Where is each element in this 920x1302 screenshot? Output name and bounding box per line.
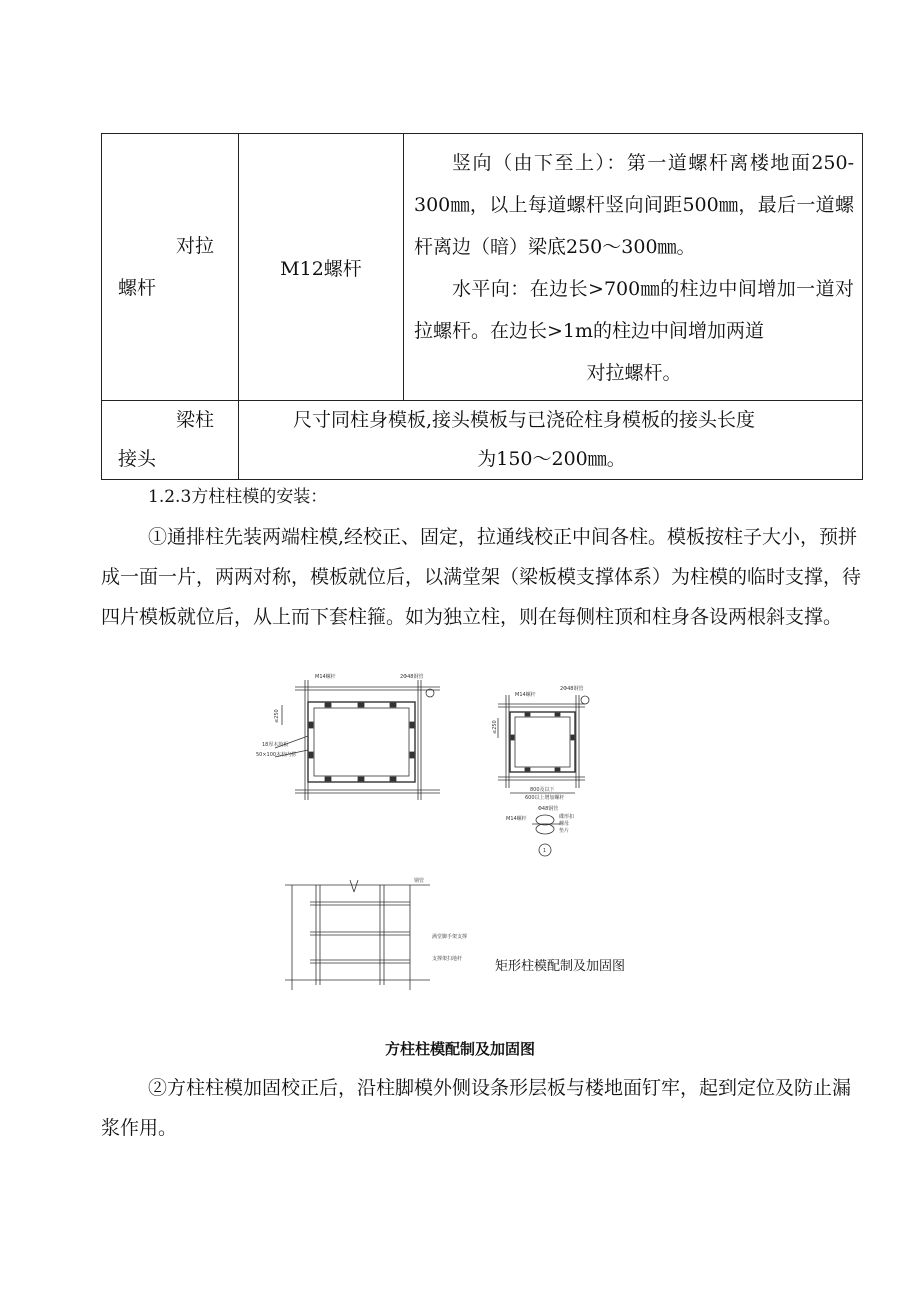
label-spacing-b: ≤250	[492, 720, 498, 734]
plan-view-small	[498, 695, 589, 793]
label-bolt-a: M14螺杆	[315, 674, 336, 680]
label-detail-no: 1	[543, 848, 547, 854]
label-spacing-a: ≤250	[274, 709, 280, 723]
description-para: 为150～200㎜。	[477, 448, 626, 470]
description-cell	[404, 134, 863, 401]
label-detail-pipe: Φ48钢管	[538, 806, 559, 812]
table-row	[102, 134, 863, 401]
row-label-line2: 接头	[118, 448, 157, 470]
description-para: 对拉螺杆。	[586, 362, 682, 384]
row-label-line1: 对拉	[176, 235, 215, 257]
body-paragraph: ①通排柱先装两端柱模,经校正、固定，拉通线校正中间各柱。模板按柱子大小，预拼成一面一片，两两对称，模板就位后，以满堂架（梁板模支撑体系）为柱模的临时支撑，待四片模板就位后，从上而下套柱箍。如为独立柱，则在每侧柱顶和柱身各设两根斜支撑。	[101, 526, 862, 628]
label-pipe-b: 2Φ48钢管	[560, 686, 584, 692]
figure-inner-caption: 矩形柱模配制及加固图	[495, 959, 626, 974]
table-row	[102, 401, 863, 480]
material-cell	[239, 134, 404, 401]
figure-caption: 方柱柱模配制及加固图	[384, 1041, 535, 1058]
elevation-view	[285, 880, 430, 990]
plan-view-large	[275, 680, 440, 800]
label-dim-note1: 800及以下	[530, 787, 555, 793]
label-detail-n1: 碟形扣	[559, 814, 575, 820]
spec-table	[101, 133, 863, 480]
label-detail-n2: 螺母	[559, 821, 570, 827]
formwork-drawing	[256, 660, 640, 1000]
row-label	[102, 134, 239, 401]
label-elev-3: 支撑架扫地杆	[432, 956, 463, 962]
label-elev-1: 钢管	[414, 878, 425, 884]
label-dim-note2: 600以上增加螺杆	[525, 795, 565, 801]
row-label	[102, 401, 239, 480]
label-pipe-a: 2Φ48钢管	[400, 674, 424, 680]
label-bolt-b: M14螺杆	[515, 692, 536, 698]
row-label-line1: 梁柱	[176, 409, 215, 431]
row-label-line2: 螺杆	[118, 277, 157, 299]
material-text: M12螺杆	[280, 257, 362, 280]
joint-description-cell	[239, 401, 863, 480]
description-para: 水平向：在边长>700㎜的柱边中间增加一道对拉螺杆。在边长>1m的柱边中间增加两道	[414, 278, 854, 342]
section-heading: 1.2.3方柱柱模的安装：	[148, 487, 328, 507]
label-wood: 50×100木枋内楞	[256, 752, 297, 758]
description-para: 竖向（由下至上）：第一道螺杆离楼地面250-300㎜，以上每道螺杆竖向间距500㎜，最后一道螺杆离边（暗）梁底250～300㎜。	[414, 152, 854, 258]
label-detail-bolt: M14螺杆	[506, 816, 527, 822]
description-para: 尺寸同柱身模板,接头模板与已浇砼柱身模板的接头长度	[293, 409, 756, 431]
body-paragraph: ②方柱柱模加固校正后，沿柱脚模外侧设条形层板与楼地面钉牢，起到定位及防止漏浆作用。	[101, 1077, 852, 1139]
label-elev-2: 满堂脚手架支撑	[432, 934, 468, 940]
label-detail-n3: 垫片	[559, 828, 570, 834]
label-board: 18厚木胶板	[262, 742, 289, 748]
